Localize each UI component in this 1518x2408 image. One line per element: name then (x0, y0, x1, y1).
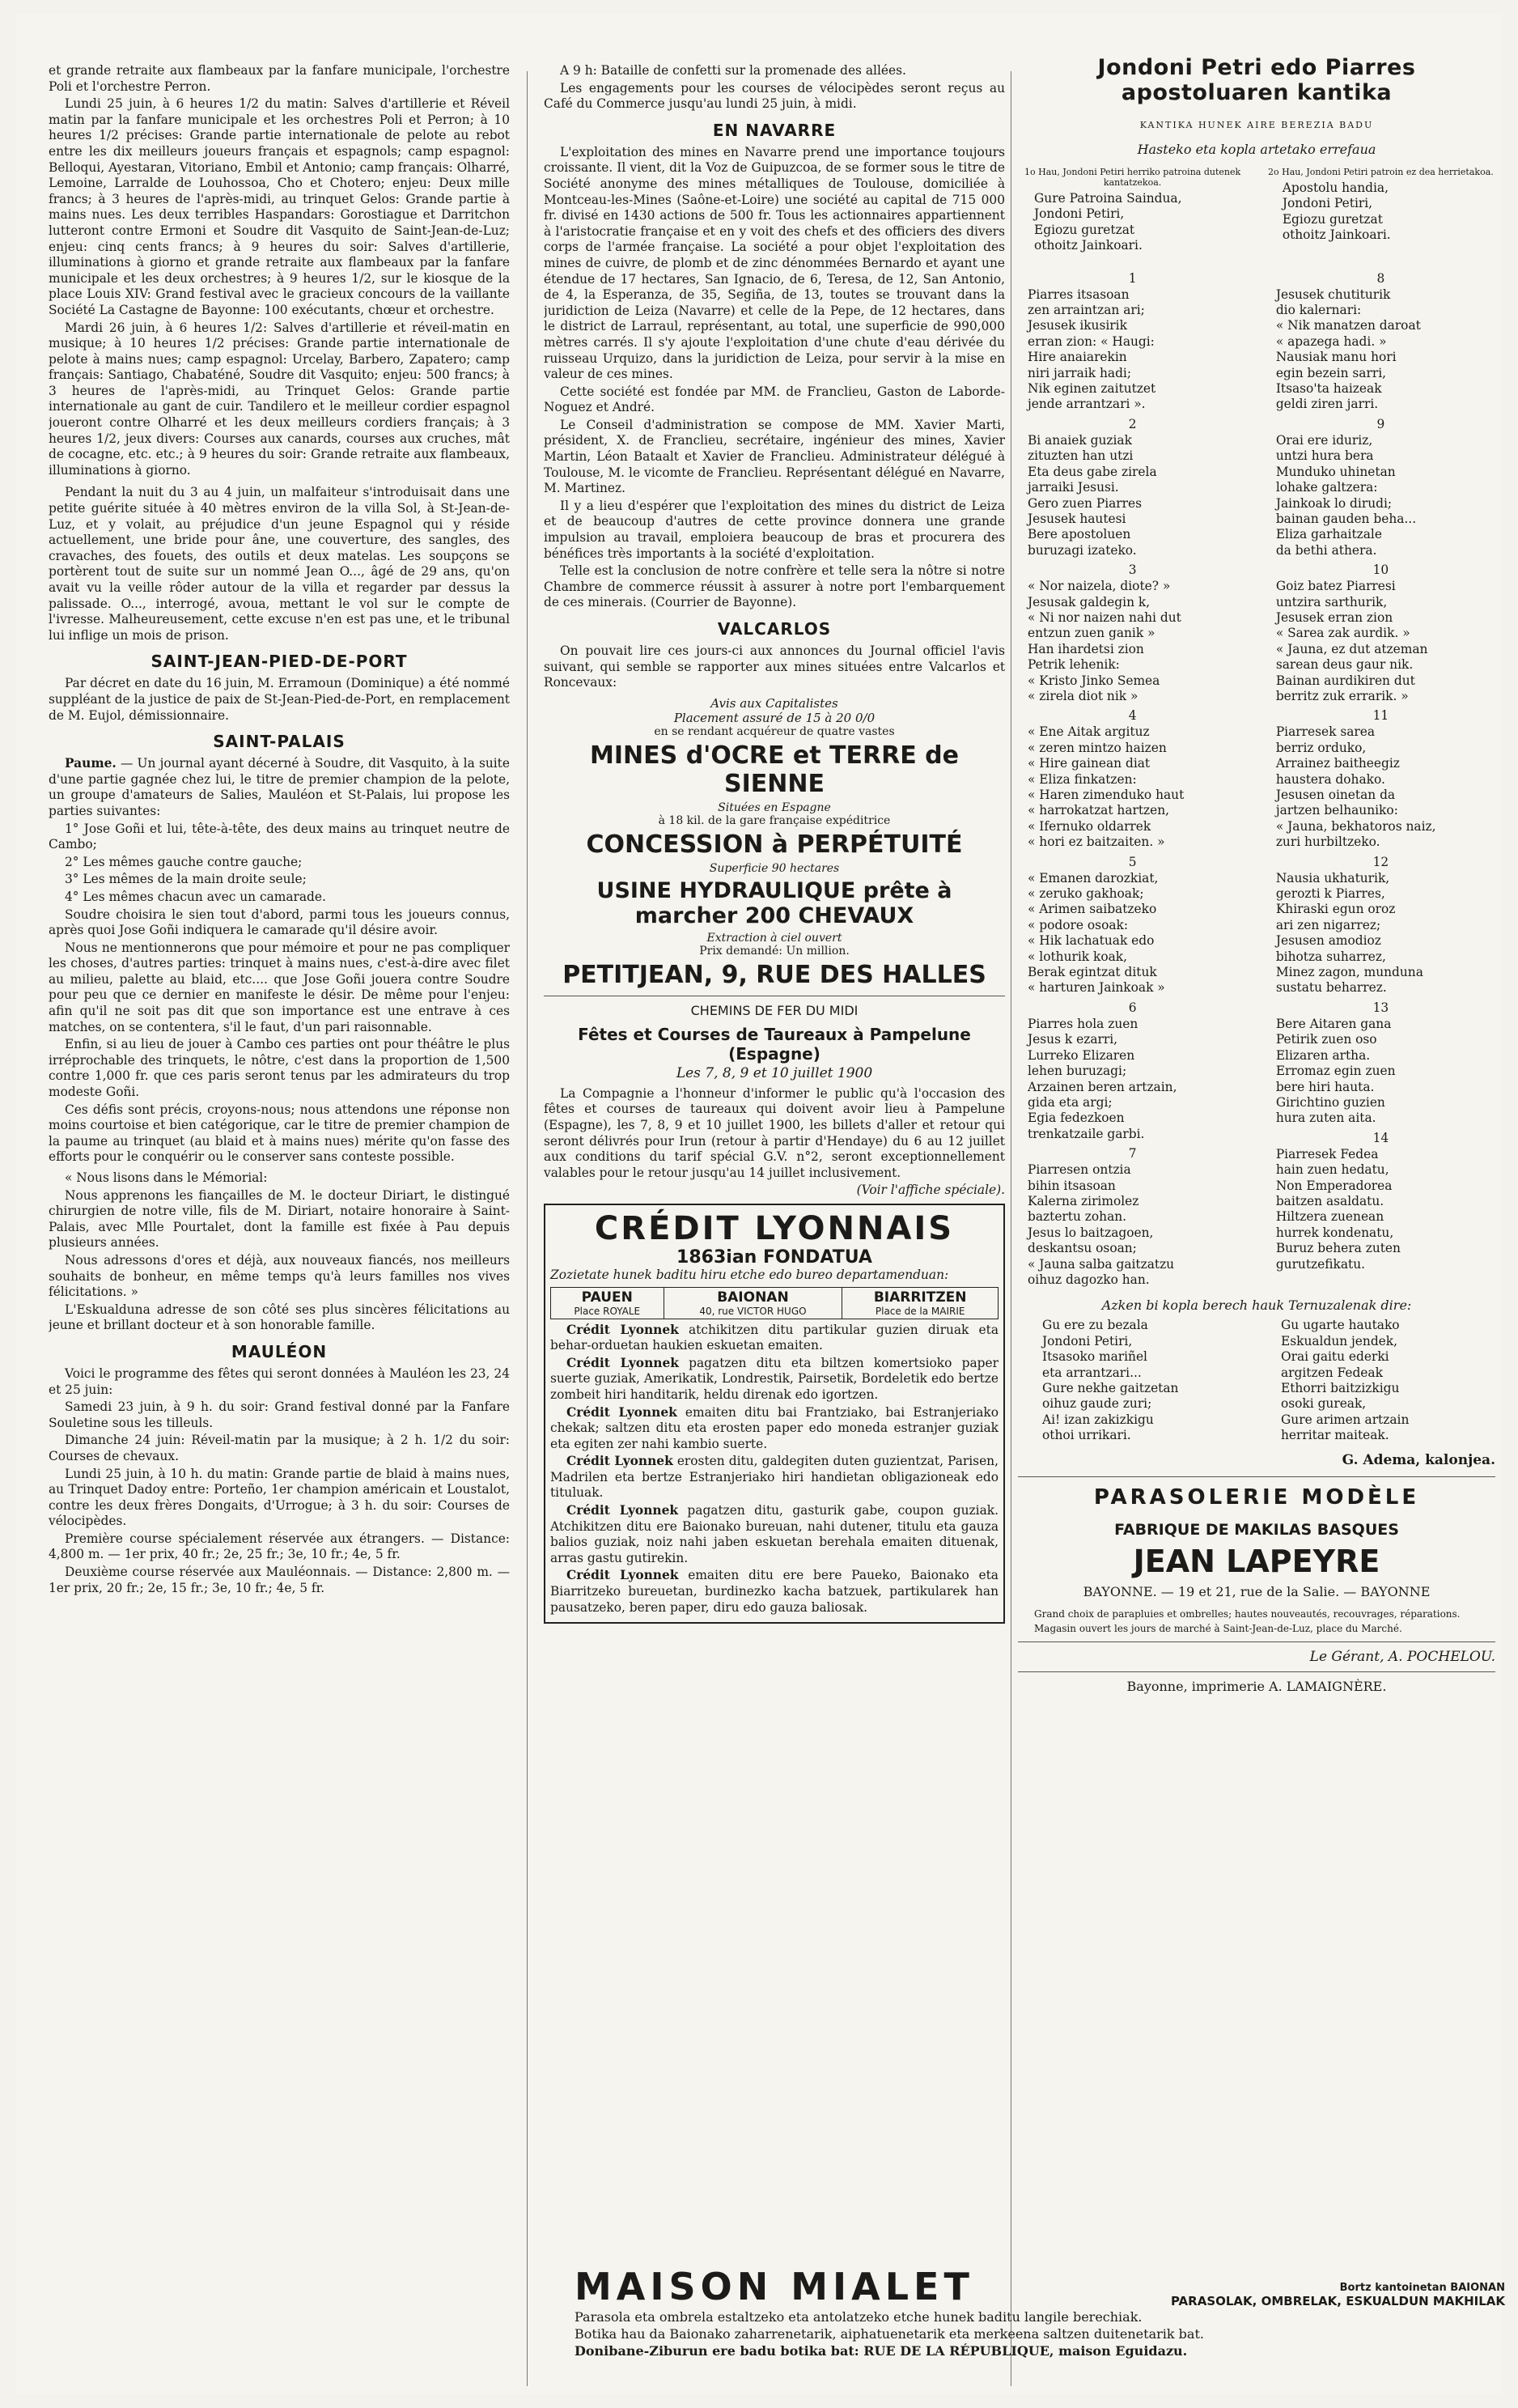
cl-label: Crédit Lyonnek (566, 1454, 673, 1469)
verse-line: Jondoni Petiri, (1034, 206, 1125, 222)
verse-line: Goiz batez Piarresi (1275, 579, 1396, 594)
verse-line: bere hiri hauta. (1275, 1079, 1375, 1094)
cl-text: emaiten ditu bai Frantziako, bai Estranjeriako chekak; saltzen ditu eta erosten paper edo moneda estranjer guziak eta egiten zer nahi kambio suerte. (550, 1404, 999, 1451)
verse-line: Gu ere zu bezala (1042, 1318, 1148, 1333)
verse-line: Gure Patroina Saindua, (1034, 191, 1182, 206)
verse-line: « apazega hadi. » (1275, 333, 1387, 349)
divider (1018, 1671, 1495, 1672)
verse (1266, 1147, 1495, 1272)
railway-dates: Les 7, 8, 9 et 10 juillet 1900 (676, 1064, 873, 1081)
hymn-subtitle: KANTIKA HUNEK AIRE BEREZIA BADU (1139, 120, 1374, 130)
paragraph: « Nous lisons dans le Mémorial: (65, 1170, 268, 1185)
verse (1266, 579, 1495, 704)
verse-line: hain zuen hedatu, (1275, 1162, 1389, 1178)
ad-headline: MAISON MIALET (575, 2265, 974, 2308)
verse-line: bihin itsasoan (1028, 1178, 1116, 1193)
list-item: 3° Les mêmes de la main droite seule; (65, 872, 307, 887)
verse-number: 9 (1376, 416, 1385, 431)
verse-line: Munduko uhinetan (1275, 464, 1396, 479)
verse-number: 8 (1376, 270, 1385, 286)
verse-line: Itsaso'ta haizeak (1275, 381, 1382, 397)
newspaper-page (16, 15, 1505, 2394)
cl-label: Crédit Lyonnek (566, 1404, 677, 1420)
paragraph: Nous ne mentionnerons que pour mémoire et pour ne pas compliquer les choses, d'autres parties: trinquet à mains nues, c'est-à-dire avec filet au milieu, palette au blaid, etc.... que Jose Goñi jouera contre Soudre pour peu que ce dernier en manifeste le désir. De même pour l'enjeu: afin qu'il ne soit pas dit que son importance est une entrave à ces matches, on se contentera, s'il le faut, d'un pari raisonnable. (49, 940, 510, 1034)
verse-line: « zirela diot nik » (1028, 688, 1138, 703)
verse-line: Apostolu handia, (1282, 180, 1389, 195)
verse-line: Eta deus gabe zirela (1028, 464, 1157, 479)
ad-line: en se rendant acquéreur de quatre vastes (654, 724, 895, 738)
ad-headline: USINE HYDRAULIQUE prête à marcher 200 CHEVAUX (596, 877, 952, 928)
verse-number: 3 (1128, 563, 1137, 578)
verse-line: Petrik lehenik: (1028, 657, 1120, 673)
verse-number: 5 (1128, 854, 1137, 869)
paragraph: Mardi 26 juin, à 6 heures 1/2: Salves d'artillerie et réveil-matin en musique; à 10 heures 1/2 précises: Grande partie internationale de pelote à mains nues; camp espagnol: Urcelay, Barbero, Zapatero; camp français: Santiago, Chabaténé, Soudre dit Vasquito; enjeu: 500 francs; à 3 heures de l'après-midi, au Trinquet Gelos: Grande partie internationale au gant de cuir. Tandilero et le meilleur cordier espagnol joueront contre Olharré et les deux meilleurs cordiers français; à 3 heures 1/2, jeux divers: Courses aux canards, courses aux cruches, mât de cocagne, etc. etc.; à 9 heures du soir: Grande retraite aux flambeaux, illuminations à giorno. (49, 320, 510, 478)
ad-line: Parasola eta ombrela estaltzeko eta antolatzeko etche hunek baditu langile berechiak. (575, 2309, 1143, 2325)
verse-line: deskantsu osoan; (1028, 1241, 1137, 1256)
verse-line: « Jauna, bekhatoros naiz, (1275, 818, 1436, 834)
verse-line: jarraiki Jesusi. (1028, 480, 1119, 495)
paragraph: Lundi 25 juin, à 10 h. du matin: Grande partie de blaid à mains nues, au Trinquet Dadoy entre: Porteño, 1er champion américain et Loustalot, contre les deux frères Dongaits, d'Urrogue; à 3 h. du soir: Courses de vélocipèdes. (49, 1466, 510, 1529)
verse-line: Egiozu guretzat (1282, 211, 1383, 227)
verse-line: Lurreko Elizaren (1028, 1047, 1135, 1063)
verse (1266, 433, 1495, 558)
verse-line: geldi ziren jarri. (1275, 397, 1379, 412)
verse-line: Jesusek hautesi (1028, 511, 1126, 526)
ad-line: à 18 kil. de la gare française expéditrice (658, 813, 891, 827)
parasol-ad (1018, 1485, 1495, 1635)
verse-line: berriz orduko, (1275, 740, 1367, 755)
ad-line: Avis aux Capitalistes (710, 695, 838, 711)
verse-line: Girichtino guzien (1275, 1094, 1385, 1110)
verse-line: zuri hurbiltzeko. (1275, 835, 1380, 850)
verse-line: Piarres hola zuen (1028, 1016, 1138, 1031)
signature: G. Adema, kalonjea. (1342, 1451, 1495, 1468)
verse-line: sustatu beharrez. (1275, 980, 1387, 996)
verse-line: lohake galtzera: (1275, 480, 1378, 495)
agency-cell: BIARRITZEN Place de la MAIRIE (842, 1287, 999, 1319)
paragraph: Lundi 25 juin, à 6 heures 1/2 du matin: Salves d'artillerie et Réveil matin par la fanfare municipale et les orchestres Poli et Perron; à 10 heures 1/2 précises: Grande partie internationale de pelote au rebot entre les dix meilleurs joueurs français et espagnols; camp espagnol: Belloqui, Ayestaran, Vitoriano, Embil et Antonio; camp français: Olharré, Lemoine, Larralde de Louhossoa, Cho et Chotero; enjeu: Deux mille francs; à 3 heures de l'après-midi, au trinquet Gelos: Grande partie à mains nues. Les deux terribles Haspandars: Gorostiague et Darritchon lutteront contre Ermoni et Soudre dit Vasquito de Saint-Jean-de-Luz; enjeu: cinq cents francs; à 9 heures du soir: Salves d'artillerie, illuminations à giorno et grande retraite aux flambeaux par la fanfare municipale et les deux orchestres; à 9 heures 1/2, sur le kiosque de la place Louis XIV: Grand festival avec le gracieux concours de la vaillante Société La Castagne de Bayonne: 100 exécutants, chœur et orchestre. (49, 96, 510, 317)
paragraph (550, 1503, 999, 1566)
verse-line: argitzen Fedeak (1281, 1365, 1383, 1380)
ad-line: Botika hau da Baionako zaharrenetarik, aiphatuenetarik eta merkeena saltzen duitenetarik bat. (575, 2326, 1204, 2342)
verse-number: 14 (1372, 1130, 1389, 1145)
column-rule (527, 71, 528, 2386)
final-verse-right (1257, 1318, 1495, 1443)
final-verses-row (1018, 1318, 1495, 1443)
verse-line: Erromaz egin zuen (1275, 1064, 1396, 1079)
verse-number: 7 (1128, 1146, 1137, 1162)
verse-line: « zeruko gakhoak; (1028, 886, 1144, 902)
column-1 (49, 63, 510, 2394)
cl-title: CRÉDIT LYONNAIS (594, 1209, 955, 1247)
paragraph: A 9 h: Bataille de confetti sur la promenade des allées. (560, 63, 906, 78)
verse-line: « Jauna, ez dut atzeman (1275, 641, 1428, 656)
divider (1018, 1641, 1495, 1642)
verse-line: Jondoni Petiri, (1282, 196, 1373, 211)
verse-line: hura zuten aita. (1275, 1111, 1376, 1126)
verse-line: oihuz gaude zuri; (1042, 1396, 1152, 1412)
cl-label: Crédit Lyonnek (566, 1355, 679, 1370)
paragraph: Telle est la conclusion de notre confrère et telle sera la nôtre si notre Chambre de commerce réussit à assurer à notre port l'embarquement de ces minerais. (Courrier de Bayonne). (544, 563, 1005, 610)
paragraph: Nous apprenons les fiançailles de M. le docteur Diriart, le distingué chirurgien de notre ville, fils de M. Diriart, notaire honoraire à Saint-Palais, avec Mlle Pourtalet, dont la famille est fixée à Pau depuis plusieurs années. (49, 1187, 510, 1251)
verse-line: gerozti k Piarres, (1275, 886, 1385, 902)
ad-line: Superficie 90 hectares (709, 861, 840, 875)
verse-line: Gero zuen Piarres (1028, 495, 1143, 511)
verse-line: « harturen Jainkoak » (1028, 980, 1165, 996)
verse (1018, 1017, 1247, 1142)
paragraph: Enfin, si au lieu de jouer à Cambo ces parties ont pour théâtre le plus irréprochable des trinquets, le nôtre, c'est dans la proportion de 1,500 contre 1,000 fr. que ces paris seront tenus par les admirateurs du trop modeste Goñi. (49, 1037, 510, 1100)
verse-line: othoitz Jainkoari. (1034, 238, 1143, 253)
ad-line: Prix demandé: Un million. (699, 944, 850, 958)
verses-right (1266, 267, 1495, 1289)
verses-row (1018, 267, 1495, 1289)
verse-line: « Ni nor naizen nahi dut (1028, 609, 1181, 625)
divider (1018, 1476, 1495, 1477)
paragraph: Première course spécialement réservée aux étrangers. — Distance: 4,800 m. — 1er prix, 40 fr.; 2e, 25 fr.; 3e, 10 fr.; 4e, 5 fr. (49, 1531, 510, 1562)
verse (1018, 871, 1247, 996)
paragraph: La Compagnie a l'honneur d'informer le public qu'à l'occasion des fêtes et courses de taureaux qui doivent avoir lieu à Pampelune (Espagne), les 7, 8, 9 et 10 juillet 1900, les billets d'aller et retour qui seront délivrés pour Irun (retour à partir d'Hendaye) du 6 au 12 juillet aux conditions du tarif spécial G.V. n°2, seront exceptionnellement valables pour le retour jusqu'au 14 juillet inclusivement. (544, 1085, 1005, 1180)
cl-label: Crédit Lyonnek (566, 1568, 679, 1583)
verse-line: « Kristo Jinko Semea (1028, 673, 1160, 688)
verse-line: Hiltzera zuenean (1275, 1209, 1384, 1225)
verse-line: « Haren zimenduko haut (1028, 788, 1185, 802)
gerant: Le Gérant, A. POCHELOU. (1309, 1648, 1495, 1665)
paragraph (550, 1568, 999, 1616)
mialet-header (575, 2265, 1505, 2308)
verse-line: erran zion: « Haugi: (1028, 333, 1155, 349)
paragraph: Soudre choisira le sien tout d'abord, parmi tous les joueurs connus, après quoi Jose Goñi indiquera le camarade qu'il désire avoir. (49, 907, 510, 938)
verse-line: Arzainen beren artzain, (1028, 1079, 1177, 1094)
verse-line: « Ene Aitak argituz (1028, 724, 1150, 740)
verse-line: Jainkoak lo dirudi; (1275, 495, 1393, 511)
paragraph: (Voir l'affiche spéciale). (856, 1183, 1005, 1198)
verse-line: Itsasoko mariñel (1042, 1349, 1147, 1365)
refrain-lines (1266, 180, 1495, 244)
verse-line: Eliza garhaitzale (1275, 527, 1382, 542)
verse-line: Petirik zuen oso (1275, 1032, 1377, 1047)
verse-line: Buruz behera zuten (1275, 1241, 1401, 1256)
verse-line: Jesusen amodioz (1275, 933, 1381, 949)
verse-line: Khiraski egun oroz (1275, 902, 1396, 917)
verse-line: Gure arimen artzain (1281, 1412, 1410, 1427)
verse-line: jende arrantzari ». (1028, 397, 1146, 412)
verse-line: Ethorri baitzizkigu (1281, 1381, 1400, 1395)
verse-line: Orai gaitu ederki (1281, 1349, 1389, 1365)
verse-line: gurutzefikatu. (1275, 1256, 1366, 1272)
verse-line: osoki gureak, (1281, 1396, 1367, 1412)
cl-founded: 1863ian FONDATUA (676, 1246, 872, 1268)
verse-number: 4 (1128, 708, 1137, 724)
refrain-lines (1018, 191, 1247, 254)
ad-line: PARASOLAK, OMBRELAK, ESKUALDUN MAKHILAK (1170, 2294, 1505, 2308)
verse-line: Arrainez baitheegiz (1275, 756, 1400, 771)
verse-line: Piarresek Fedea (1275, 1146, 1379, 1162)
cl-text: erosten ditu, galdegiten duten guzientzat, Parisen, Madrilen eta bertze Estranjeriako hiri handietan obligazioneak edo tituluak. (550, 1454, 999, 1501)
refrain-heading: Hasteko eta kopla artetako errefaua (1137, 142, 1376, 157)
paragraph: Ces défis sont précis, croyons-nous; nous attendons une réponse non moins courtoise et bien catégorique, car le titre de premier champion de la paume au trinquet (au blaid et à mains nues) mérite qu'on fasse des efforts pour le conquérir ou le conserver sans conteste possible. (49, 1102, 510, 1165)
railway-heading: CHEMINS DE FER DU MIDI (690, 1002, 859, 1018)
verse-line: Jesusen oinetan da (1275, 788, 1396, 802)
verse-line: Piarresek sarea (1275, 724, 1376, 740)
final-verse-left (1018, 1318, 1257, 1443)
verse-line: « Hik lachatuak edo (1028, 933, 1155, 949)
verse-line: « podore osoak: (1028, 917, 1129, 932)
cl-intro: Zozietate hunek baditu hiru etche edo bureo departamenduan: (550, 1267, 949, 1282)
mialet-ad (575, 2265, 1505, 2359)
verse-line: « harrokatzat hartzen, (1028, 803, 1170, 818)
verse-line: hurrek kondenatu, (1275, 1225, 1394, 1240)
ad-line: Bortz kantoinetan BAIONAN (1339, 2282, 1505, 2294)
verse-line: « Nor naizela, diote? » (1028, 579, 1171, 594)
verse-line: « Hire gainean diat (1028, 756, 1151, 771)
verse (1018, 724, 1247, 850)
verse-line: Jesusak galdegin k, (1028, 594, 1151, 609)
cl-label: Crédit Lyonnek (566, 1322, 679, 1337)
paume-text: — Un journal ayant décerné à Soudre, dit Vasquito, à la suite d'une partie gagnée chez lui, le titre de premier champion de la pelote, un groupe d'amateurs de Salies, Mauléon et St-Palais, lui propose les parties suivantes: (49, 756, 510, 818)
paragraph (550, 1405, 999, 1453)
agency-cell: BAIONAN 40, rue VICTOR HUGO (664, 1287, 842, 1319)
final-verses-heading: Azken bi kopla berech hauk Ternuzalenak dire: (1101, 1297, 1412, 1314)
verse-line: « lothurik koak, (1028, 949, 1127, 964)
paragraph: Par décret en date du 16 juin, M. Erramoun (Dominique) a été nommé suppléant de la justice de paix de St-Jean-Pied-de-Port, en remplacement de M. Eujol, démissionnaire. (49, 676, 510, 723)
verse-line: « Nik manatzen daroat (1275, 318, 1421, 333)
verse-line: Jesusek ikusirik (1028, 318, 1127, 333)
paragraph: Nous adressons d'ores et déjà, aux nouveaux fiancés, nos meilleurs souhaits de bonheur, en même temps qu'à leurs familles nos vives félicitations. » (49, 1252, 510, 1300)
refrain-row (1018, 167, 1495, 254)
ad-line: Donibane-Ziburun ere badu botika bat: RUE DE LA RÉPUBLIQUE, maison Eguidazu. (575, 2343, 1188, 2359)
cl-text: atchikitzen ditu partikular guzien diruak eta behar-orduetan haukien eskuetan emaiten. (550, 1322, 999, 1353)
verse-line: « Jauna salba gaitzatzu (1028, 1256, 1175, 1272)
paragraph: Samedi 23 juin, à 9 h. du soir: Grand festival donné par la Fanfare Souletine sous les tilleuls. (49, 1399, 510, 1430)
refrain-note: 2o Hau, Jondoni Petiri patroin ez dea herrietakoa. (1268, 167, 1494, 177)
list-item: 4° Les mêmes chacun avec un camarade. (65, 889, 326, 904)
verse-line: zen arraintzan ari; (1028, 303, 1145, 318)
ad-headline: JEAN LAPEYRE (1133, 1543, 1380, 1579)
paragraph: Deuxième course réservée aux Mauléonnais. — Distance: 2,800 m. — 1er prix, 20 fr.; 2e, 15 fr.; 3e, 10 fr.; 4e, 5 fr. (49, 1565, 510, 1595)
verse-line: Nausia ukhaturik, (1275, 870, 1390, 885)
verse-line: Piarresen ontzia (1028, 1162, 1131, 1178)
verse-line: « Ifernuko oldarrek (1028, 818, 1151, 834)
section-heading: SAINT-JEAN-PIED-DE-PORT (151, 652, 408, 672)
verse-line: othoitz Jainkoari. (1282, 227, 1391, 243)
verse-line: Minez zagon, munduna (1275, 965, 1423, 980)
verse-line: « Emanen darozkiat, (1028, 870, 1159, 885)
refrain-left (1018, 167, 1247, 254)
verse-line: herritar maiteak. (1281, 1428, 1389, 1443)
verse (1018, 433, 1247, 558)
paume-lead: Paume. (65, 756, 117, 771)
paragraph: L'Eskualduna adresse de son côté ses plus sincères félicitations au jeune et brillant docteur et à son honorable famille. (49, 1302, 510, 1333)
verse-number: 12 (1372, 854, 1389, 869)
refrain-right (1266, 167, 1495, 254)
verse-line: Jesusek erran zion (1275, 609, 1393, 625)
verse-number: 13 (1372, 1000, 1389, 1015)
paragraph (550, 1323, 999, 1354)
verse-line: gida eta argi; (1028, 1094, 1113, 1110)
verse-line: « hori ez baitzaiten. » (1028, 835, 1165, 850)
verse-line: egin bezein sarri, (1275, 365, 1387, 380)
verse-line: untzi hura bera (1275, 448, 1374, 464)
ad-headline: MINES d'OCRE et TERRE de SIENNE (590, 741, 959, 798)
verse-number: 11 (1372, 708, 1389, 724)
paragraph: L'exploitation des mines en Navarre prend une importance toujours croissante. Il vient, dit la Voz de Guipuzcoa, de se former sous le titre de Société anonyme des mines métalliques de Toulouse, domiciliée à Montceau-les-Mines (Saône-et-Loire) une société au capital de 715 000 fr. divisé en 1430 actions de 500 fr. Tous les actionnaires appartiennent à l'aristocratie française et en y voit des chefs et des officiers des divers corps de l'armée française. La société a pour objet l'exploitation des mines de cuivre, de plomb et de zinc dénommées Bernardo et ayant une étendue de 17 hectares, San Ignacio, de 6, Teresa, de 12, San Antonio, de 4, la Esperanza, de 35, Segiña, de 13, toutes se trouvant dans la juridiction de Leiza (Navarre) et celle de la Pepe, de 12 hectares, dans le district de Larraul, représentant, au total, une superficie de 990,000 mètres carrés. Il s'y ajoute l'exploitation d'une chute d'eau dérivée du ruisseau Urquizo, dans la juridiction de Leiza, pour servir à la mise en valeur de ces mines. (544, 144, 1005, 382)
verse-number: 1 (1128, 270, 1137, 286)
verse-line: haustera dohako. (1275, 771, 1385, 787)
agency-cell: PAUEN Place ROYALE (551, 1287, 664, 1319)
verse-line: bihotza suharrez, (1275, 949, 1386, 964)
paragraph (49, 756, 510, 819)
ad-line: Grand choix de parapluies et ombrelles; hautes nouveautés, recouvrages, réparations. (1034, 1607, 1461, 1620)
verse (1266, 287, 1495, 413)
verse-line: bainan gauden beha... (1275, 511, 1417, 526)
agency-table (550, 1287, 999, 1319)
ad-headline: PETITJEAN, 9, RUE DES HALLES (562, 960, 986, 989)
verse-line: da bethi athera. (1275, 542, 1377, 558)
verse-line: Bere apostoluen (1028, 527, 1131, 542)
verse-line: Eskualdun jendek, (1281, 1333, 1398, 1348)
verse-line: baitzen asaldatu. (1275, 1193, 1384, 1208)
verse-line: Piarres itsasoan (1028, 287, 1130, 302)
verse-line: Ai! izan zakizkigu (1042, 1412, 1154, 1427)
paragraph: Il y a lieu d'espérer que l'exploitation des mines du district de Leiza et de beaucoup d'autres de cette province donnera une grande impulsion au travail, emploiera beaucoup de bras et procurera des bénéfices très importants à la société d'exploitation. (544, 498, 1005, 561)
paragraph (550, 1356, 999, 1404)
verse-line: Hire anaiarekin (1028, 350, 1127, 365)
list-item: 1° Jose Goñi et lui, tête-à-tête, des deux mains au trinquet neutre de Cambo; (49, 821, 510, 852)
railway-title: Fêtes et Courses de Taureaux à Pampelune (Espagne) (578, 1024, 971, 1064)
ad-headline: PARASOLERIE MODÈLE (1093, 1484, 1420, 1510)
verse-line: « Sarea zak aurdik. » (1275, 626, 1410, 641)
section-heading: EN NAVARRE (712, 120, 837, 140)
mines-advertisement (544, 696, 1005, 989)
hymn-title: Jondoni Petri edo Piarres apostoluaren kantika (1097, 55, 1416, 105)
paragraph: Le Conseil d'administration se compose de MM. Xavier Marti, président, X. de Franclieu, secrétaire, ingénieur des mines, Xavier Martin, Léon Bataalt et Xavier de Franclieu. Administrateur délégué à Toulouse, M. le vicomte de Franclieu. Représentant délégué en Navarre, M. Martinez. (544, 417, 1005, 496)
verse-line: jartzen belhauniko: (1275, 803, 1398, 818)
verse (1018, 1162, 1247, 1288)
paragraph: et grande retraite aux flambeaux par la fanfare municipale, l'orchestre Poli et l'orchestre Perron. (49, 63, 510, 94)
verses-left (1018, 267, 1247, 1289)
verse-line: berritz zuk errarik. » (1275, 688, 1409, 703)
verse-line: zituzten han utzi (1028, 448, 1134, 464)
verse-line: Bainan aurdikiren dut (1275, 673, 1415, 688)
verse-line: Jesus k ezarri, (1028, 1032, 1118, 1047)
verse-line: Non Emperadorea (1275, 1178, 1393, 1193)
verse (1266, 1017, 1495, 1127)
verse-line: Elizaren artha. (1275, 1047, 1371, 1063)
verse-line: baztertu zohan. (1028, 1209, 1127, 1225)
verse-line: sarean deus gaur nik. (1275, 657, 1414, 673)
verse-line: Bere Aitaren gana (1275, 1016, 1392, 1031)
column-3 (1018, 55, 1495, 2386)
verse-line: entzun zuen ganik » (1028, 626, 1155, 641)
section-heading: SAINT-PALAIS (213, 732, 346, 752)
ad-line: Magasin ouvert les jours de marché à Saint-Jean-de-Luz, place du Marché. (1034, 1622, 1402, 1634)
verse-line: trenkatzaile garbi. (1028, 1126, 1145, 1141)
verse-line: untzira sarthurik, (1275, 594, 1388, 609)
verse-line: buruzagi izateko. (1028, 542, 1137, 558)
ad-line: FABRIQUE DE MAKILAS BASQUES (1114, 1520, 1399, 1539)
paragraph: Dimanche 24 juin: Réveil-matin par la musique; à 2 h. 1/2 du soir: Courses de chevaux. (49, 1433, 510, 1463)
verse (1018, 287, 1247, 413)
ad-line: Placement assuré de 15 à 20 0/0 (673, 710, 876, 725)
mialet-side (1171, 2282, 1505, 2308)
verse-line: niri jarraik hadi; (1028, 365, 1132, 380)
verse-line: Jesus lo baitzagoen, (1028, 1225, 1154, 1240)
verse-line: Nik eginen zaitutzet (1028, 381, 1156, 397)
verse-number: 2 (1128, 416, 1137, 431)
verse-line: Egia fedezkoen (1028, 1111, 1125, 1126)
verse-number: 6 (1128, 1000, 1137, 1015)
verse (1266, 871, 1495, 996)
verse-line: dio kalernari: (1275, 303, 1362, 318)
verse-line: Jondoni Petiri, (1042, 1333, 1133, 1348)
verse-line: Kalerna zirimolez (1028, 1193, 1139, 1208)
verse-line: Nausiak manu hori (1275, 350, 1397, 365)
cl-text: pagatzen ditu eta biltzen komertsioko paper suerte guziak, Amerikatik, Londrestik, Pairsetik, Bordeletik edo bertze zombeit hiri handitarik, heldu direnak edo igortzen. (550, 1355, 999, 1402)
cl-text: emaiten ditu ere bere Paueko, Baionako eta Biarritzeko bureuetan, burdinezko kacha batzuek, partikularek han pausatzeko, beren paper, diru edo gauza baliosak. (550, 1568, 999, 1615)
verse (1266, 724, 1495, 850)
credit-lyonnais-ad (544, 1204, 1005, 1624)
verse-line: « zeren mintzo haizen (1028, 740, 1167, 755)
paragraph: Cette société est fondée par MM. de Franclieu, Gaston de Laborde-Noguez et André. (544, 384, 1005, 415)
refrain-note: 1o Hau, Jondoni Petiri herriko patroina dutenek kantatzekoa. (1024, 167, 1241, 188)
verse-line: ari zen nigarrez; (1275, 917, 1381, 932)
verse-line: othoi urrikari. (1042, 1428, 1131, 1443)
section-heading: MAULÉON (231, 1341, 328, 1361)
verse-line: Bi anaiek guziak (1028, 432, 1132, 448)
ad-line: Extraction à ciel ouvert (706, 931, 842, 945)
verse-number: 10 (1372, 563, 1389, 578)
verse-line: lehen buruzagi; (1028, 1064, 1127, 1079)
section-heading: VALCARLOS (717, 619, 832, 639)
verse-line: Han ihardetsi zion (1028, 641, 1144, 656)
ad-line: Situées en Espagne (718, 801, 831, 814)
verse-line: Gu ugarte hautako (1281, 1318, 1400, 1333)
paragraph: Les engagements pour les courses de vélocipèdes seront reçus au Café du Commerce jusqu'au lundi 25 juin, à midi. (544, 80, 1005, 112)
ad-line: BAYONNE. — 19 et 21, rue de la Salie. — BAYONNE (1083, 1583, 1431, 1599)
verse-line: oihuz dagozko han. (1028, 1272, 1150, 1287)
verse-line: eta arrantzari... (1042, 1365, 1142, 1380)
verse-line: Jesusek chutiturik (1275, 287, 1391, 302)
paragraph (550, 1454, 999, 1501)
cl-text: pagatzen ditu, gasturik gabe, coupon guziak. Atchikitzen ditu ere Baionako bureuan, nahi dutener, titulu eta gauza balios guziak, noiz nahi jaben eskuetan berehala emaiten dituenak, arras gastu gutirekin. (550, 1503, 999, 1565)
column-2 (544, 63, 1005, 2394)
paragraph: Voici le programme des fêtes qui seront données à Mauléon les 23, 24 et 25 juin: (49, 1365, 510, 1397)
verse-line: « Eliza finkatzen: (1028, 771, 1137, 787)
verse-line: « Arimen saibatzeko (1028, 902, 1157, 917)
imprimerie: Bayonne, imprimerie A. LAMAIGNÈRE. (1126, 1678, 1387, 1694)
verse-line: Gure nekhe gaitzetan (1042, 1381, 1179, 1395)
paragraph: On pouvait lire ces jours-ci aux annonces du Journal officiel l'avis suivant, qui semble se rapporter aux mines situées entre Valcarlos et Roncevaux: (544, 643, 1005, 690)
verse-line: Egiozu guretzat (1034, 222, 1135, 237)
paragraph: Pendant la nuit du 3 au 4 juin, un malfaiteur s'introduisait dans une petite guérite située à 40 mètres environ de la villa Sol, à St-Jean-de-Luz, et y volait, au préjudice d'un jeune Espagnol qui y réside actuellement, une bride pour âne, une couverture, des sangles, des cravaches, des fouets, des outils et deux matelas. Les soupçons se portèrent tout de suite sur un nommé Jean O..., âgé de 29 ans, qu'on avait vu la veille rôder autour de la villa et regarder par dessus la palissade. O..., interrogé, avoua, mettant le vol sur le compte de l'ivresse. Malheureusement, cette excuse n'en est pas une, et le tribunal lui inflige un mois de prison. (49, 485, 510, 643)
verse (1018, 579, 1247, 704)
verse-line: Berak egintzat dituk (1028, 965, 1157, 980)
ad-headline: CONCESSION à PERPÉTUITÉ (586, 830, 963, 859)
list-item: 2° Les mêmes gauche contre gauche; (65, 854, 303, 869)
cl-label: Crédit Lyonnek (566, 1503, 679, 1518)
verse-line: Orai ere iduriz, (1275, 432, 1373, 448)
